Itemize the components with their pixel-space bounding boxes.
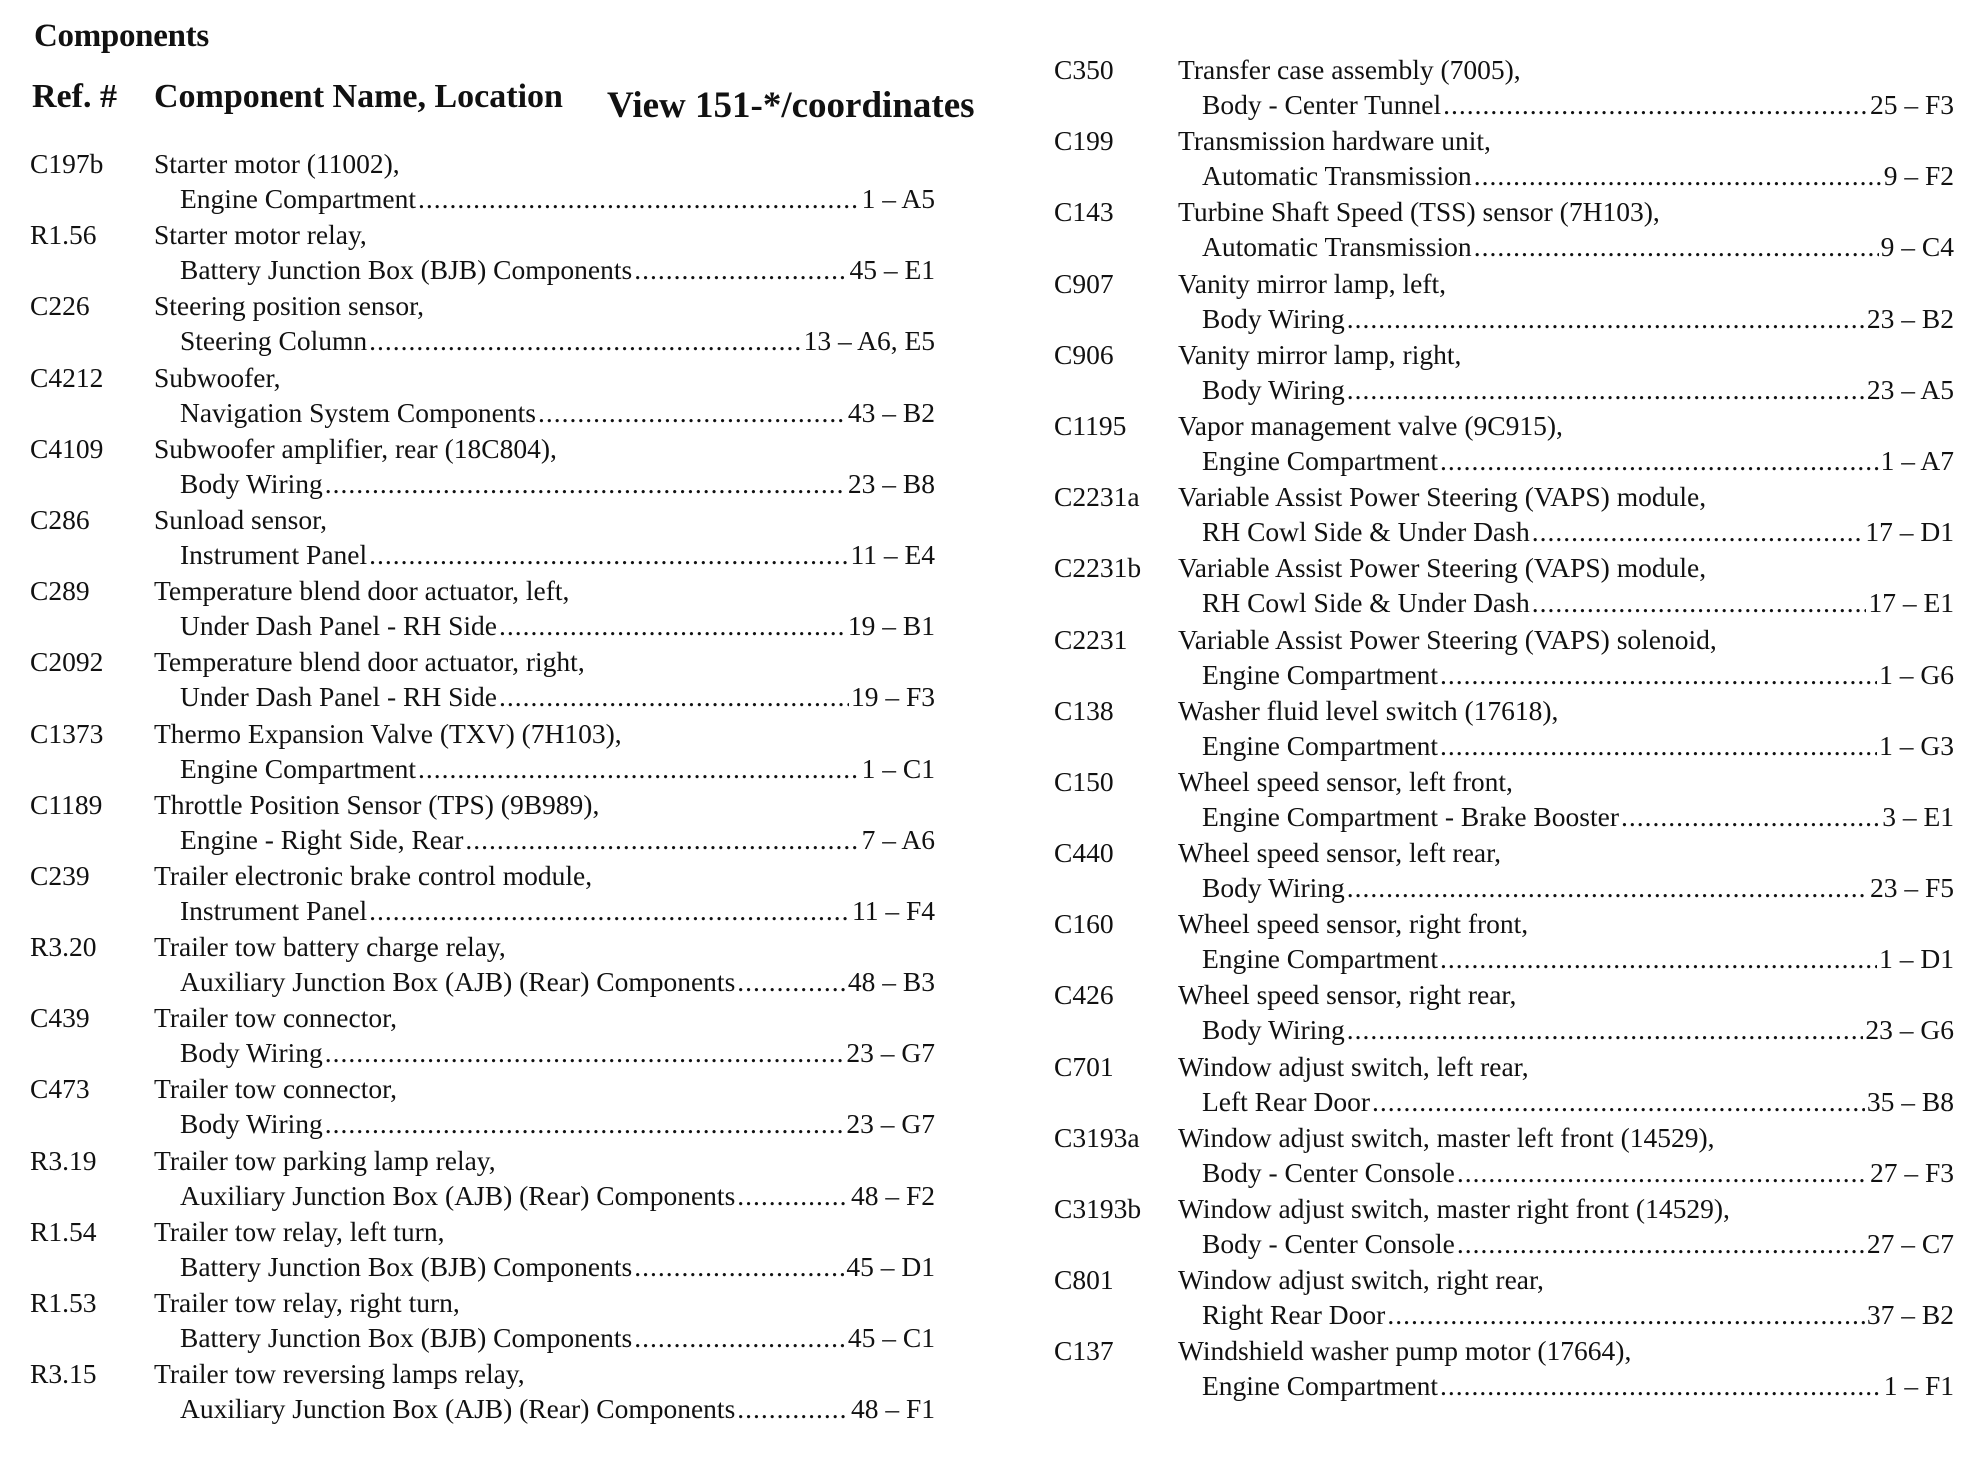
component-entry bbox=[1054, 123, 1954, 194]
location-line bbox=[180, 822, 935, 857]
dot-leader bbox=[1443, 87, 1868, 122]
dot-leader bbox=[737, 1178, 849, 1213]
component-name: Throttle Position Sensor (TPS) (9B989), bbox=[154, 788, 600, 820]
location-line bbox=[180, 751, 935, 786]
ref-number: C907 bbox=[1054, 267, 1114, 299]
component-name: Variable Assist Power Steering (VAPS) solenoid, bbox=[1178, 623, 1717, 655]
view-coordinates: 9 – F2 bbox=[1883, 160, 1954, 192]
view-coordinates: 43 – B2 bbox=[847, 396, 935, 428]
dot-leader bbox=[325, 466, 846, 501]
location-line bbox=[180, 537, 935, 572]
ref-number: C440 bbox=[1054, 837, 1114, 869]
component-entry bbox=[1054, 622, 1954, 693]
location-line bbox=[1202, 870, 1954, 905]
component-name: Trailer tow connector, bbox=[154, 1073, 398, 1105]
component-entry bbox=[1054, 1191, 1954, 1262]
view-coordinates: 1 – D1 bbox=[1879, 943, 1954, 975]
view-coordinates: 1 – A5 bbox=[861, 183, 935, 214]
dot-leader bbox=[1440, 728, 1877, 763]
view-coordinates: 37 – B2 bbox=[1866, 1299, 1954, 1331]
component-name: Washer fluid level switch (17618), bbox=[1178, 694, 1559, 726]
location-line bbox=[180, 1106, 935, 1141]
ref-number: C426 bbox=[1054, 979, 1114, 1011]
location-line bbox=[1202, 1297, 1954, 1332]
view-coordinates: 25 – F3 bbox=[1869, 89, 1954, 120]
ref-number: R1.54 bbox=[30, 1215, 97, 1247]
dot-leader bbox=[634, 1320, 846, 1355]
ref-number: C906 bbox=[1054, 338, 1114, 370]
location-line bbox=[180, 1035, 935, 1070]
component-entry bbox=[30, 1214, 935, 1285]
component-entry bbox=[1054, 1120, 1954, 1191]
view-coordinates: 48 – F2 bbox=[850, 1179, 935, 1211]
component-entry bbox=[1054, 52, 1954, 123]
header-component-name: Component Name, Location bbox=[154, 78, 563, 115]
location-line bbox=[180, 1249, 935, 1284]
ref-number: R3.19 bbox=[30, 1144, 97, 1176]
component-location: Steering Column bbox=[180, 325, 368, 357]
location-line bbox=[180, 964, 935, 999]
component-name: Sunload sensor, bbox=[154, 503, 328, 535]
view-coordinates: 23 – F5 bbox=[1869, 872, 1954, 904]
component-name: Variable Assist Power Steering (VAPS) module, bbox=[1178, 481, 1707, 513]
component-entry bbox=[30, 288, 935, 359]
page-title: Components bbox=[34, 18, 209, 54]
view-coordinates: 23 – A5 bbox=[1866, 373, 1954, 405]
ref-number: C289 bbox=[30, 575, 90, 607]
component-location: Engine Compartment bbox=[1202, 658, 1438, 690]
ref-number: C801 bbox=[1054, 1264, 1114, 1296]
location-line bbox=[1202, 728, 1954, 763]
component-location: Automatic Transmission bbox=[1202, 231, 1472, 263]
view-coordinates: 23 – B8 bbox=[847, 467, 935, 499]
ref-number: C4212 bbox=[30, 361, 104, 393]
component-entry bbox=[30, 217, 935, 288]
component-location: Engine - Right Side, Rear bbox=[180, 823, 464, 855]
location-line bbox=[1202, 941, 1954, 976]
dot-leader bbox=[1474, 158, 1882, 193]
view-coordinates: 13 – A6, E5 bbox=[803, 325, 935, 357]
header-ref: Ref. # bbox=[32, 78, 117, 115]
view-coordinates: 45 – D1 bbox=[846, 1250, 935, 1282]
ref-number: C2231b bbox=[1054, 552, 1142, 584]
component-entry bbox=[30, 787, 935, 858]
component-name: Trailer tow parking lamp relay, bbox=[154, 1144, 496, 1176]
component-name: Transfer case assembly (7005), bbox=[1178, 54, 1521, 85]
view-coordinates: 17 – E1 bbox=[1868, 587, 1954, 619]
ref-number: C1373 bbox=[30, 717, 104, 749]
dot-leader bbox=[737, 964, 846, 999]
ref-number: C239 bbox=[30, 859, 90, 891]
view-coordinates: 48 – F1 bbox=[850, 1393, 935, 1425]
component-location: Auxiliary Junction Box (AJB) (Rear) Components bbox=[180, 1179, 736, 1211]
component-entry bbox=[30, 644, 935, 715]
component-name: Trailer tow relay, left turn, bbox=[154, 1215, 445, 1247]
component-location: Engine Compartment bbox=[1202, 943, 1438, 975]
component-name: Trailer tow reversing lamps relay, bbox=[154, 1358, 525, 1390]
component-name: Trailer tow relay, right turn, bbox=[154, 1287, 460, 1318]
component-location: Engine Compartment bbox=[1202, 729, 1438, 761]
column-headers bbox=[32, 78, 1002, 128]
ref-number: C138 bbox=[1054, 694, 1114, 726]
location-line bbox=[1202, 514, 1954, 549]
dot-leader bbox=[1440, 941, 1877, 976]
view-coordinates: 23 – G6 bbox=[1865, 1014, 1954, 1046]
view-coordinates: 27 – F3 bbox=[1869, 1156, 1954, 1188]
location-line bbox=[1202, 1012, 1954, 1047]
ref-number: C1195 bbox=[1054, 409, 1127, 441]
component-entry bbox=[1054, 1333, 1954, 1404]
ref-number: R3.20 bbox=[30, 931, 97, 963]
component-name: Wheel speed sensor, right front, bbox=[1178, 908, 1529, 940]
component-entry bbox=[30, 858, 935, 929]
component-entry bbox=[30, 1000, 935, 1071]
component-location: Instrument Panel bbox=[180, 538, 368, 570]
right-column-list bbox=[1054, 52, 1954, 1405]
component-location: Automatic Transmission bbox=[1202, 160, 1472, 192]
dot-leader bbox=[1440, 443, 1879, 478]
view-coordinates: 19 – B1 bbox=[847, 610, 935, 642]
view-coordinates: 1 – C1 bbox=[861, 752, 935, 784]
location-line bbox=[180, 395, 935, 430]
ref-number: C226 bbox=[30, 290, 90, 322]
component-name: Window adjust switch, left rear, bbox=[1178, 1050, 1529, 1082]
component-name: Trailer electronic brake control module, bbox=[154, 859, 593, 891]
ref-number: C3193a bbox=[1054, 1121, 1140, 1153]
component-location: Body Wiring bbox=[1202, 302, 1345, 334]
view-coordinates: 45 – E1 bbox=[849, 254, 935, 286]
component-entry bbox=[1054, 835, 1954, 906]
component-name: Vanity mirror lamp, left, bbox=[1178, 267, 1447, 299]
component-location: Body Wiring bbox=[180, 1108, 323, 1140]
ref-number: C2092 bbox=[30, 646, 104, 678]
component-name: Steering position sensor, bbox=[154, 290, 425, 322]
view-coordinates: 45 – C1 bbox=[847, 1322, 935, 1353]
component-name: Windshield washer pump motor (17664), bbox=[1178, 1335, 1632, 1367]
component-entry bbox=[30, 146, 935, 217]
component-entry bbox=[30, 1071, 935, 1142]
component-location: RH Cowl Side & Under Dash bbox=[1202, 516, 1530, 548]
view-coordinates: 23 – G7 bbox=[846, 1108, 935, 1140]
location-line bbox=[180, 893, 935, 928]
ref-number: C197b bbox=[30, 148, 104, 179]
dot-leader bbox=[418, 181, 860, 216]
component-name: Starter motor (11002), bbox=[154, 148, 400, 179]
ref-number: R1.53 bbox=[30, 1287, 97, 1318]
component-location: Body Wiring bbox=[1202, 1014, 1345, 1046]
left-column-list bbox=[30, 146, 935, 1427]
component-location: Engine Compartment bbox=[1202, 444, 1438, 476]
component-entry bbox=[1054, 408, 1954, 479]
view-coordinates: 17 – D1 bbox=[1865, 516, 1954, 548]
component-name: Vapor management valve (9C915), bbox=[1178, 409, 1563, 441]
component-name: Wheel speed sensor, left rear, bbox=[1178, 837, 1502, 869]
dot-leader bbox=[369, 537, 848, 572]
component-location: Body - Center Tunnel bbox=[1202, 89, 1442, 120]
ref-number: R3.15 bbox=[30, 1358, 97, 1390]
component-location: Body - Center Console bbox=[1202, 1156, 1455, 1188]
location-line bbox=[1202, 799, 1954, 834]
component-entry bbox=[30, 431, 935, 502]
header-view-coordinates: View 151-*/coordinates bbox=[607, 85, 975, 126]
component-name: Trailer tow connector, bbox=[154, 1002, 398, 1034]
view-coordinates: 48 – B3 bbox=[847, 966, 935, 998]
dot-leader bbox=[1457, 1155, 1868, 1190]
component-entry bbox=[1054, 693, 1954, 764]
component-location: Under Dash Panel - RH Side bbox=[180, 610, 497, 642]
dot-leader bbox=[1621, 799, 1880, 834]
ref-number: C160 bbox=[1054, 908, 1114, 940]
component-entry bbox=[30, 360, 935, 431]
component-entry bbox=[1054, 266, 1954, 337]
component-location: Engine Compartment bbox=[180, 183, 416, 214]
view-coordinates: 7 – A6 bbox=[861, 823, 935, 855]
dot-leader bbox=[325, 1035, 845, 1070]
component-entry bbox=[30, 929, 935, 1000]
location-line bbox=[1202, 1226, 1954, 1261]
dot-leader bbox=[418, 751, 860, 786]
component-name: Temperature blend door actuator, left, bbox=[154, 575, 570, 607]
component-entry bbox=[1054, 1049, 1954, 1120]
ref-number: R1.56 bbox=[30, 219, 97, 251]
dot-leader bbox=[1532, 585, 1867, 620]
ref-number: C2231a bbox=[1054, 481, 1140, 513]
component-entry bbox=[30, 716, 935, 787]
view-coordinates: 9 – C4 bbox=[1880, 231, 1954, 263]
dot-leader bbox=[1387, 1297, 1865, 1332]
component-location: Left Rear Door bbox=[1202, 1085, 1370, 1117]
component-entry bbox=[1054, 977, 1954, 1048]
dot-leader bbox=[465, 822, 859, 857]
component-name: Window adjust switch, master left front (14529), bbox=[1178, 1121, 1715, 1153]
component-location: Instrument Panel bbox=[180, 894, 368, 926]
location-line bbox=[1202, 301, 1954, 336]
dot-leader bbox=[1372, 1084, 1865, 1119]
location-line bbox=[1202, 1155, 1954, 1190]
location-line bbox=[180, 252, 935, 287]
dot-leader bbox=[1347, 870, 1868, 905]
component-location: Under Dash Panel - RH Side bbox=[180, 681, 497, 713]
location-line bbox=[1202, 1084, 1954, 1119]
location-line bbox=[180, 466, 935, 501]
component-location: Body Wiring bbox=[180, 1037, 323, 1069]
component-name: Transmission hardware unit, bbox=[1178, 125, 1491, 157]
component-name: Wheel speed sensor, right rear, bbox=[1178, 979, 1517, 1011]
component-location: Battery Junction Box (BJB) Components bbox=[180, 1250, 633, 1282]
location-line bbox=[180, 1320, 935, 1355]
component-location: Auxiliary Junction Box (AJB) (Rear) Components bbox=[180, 966, 736, 998]
dot-leader bbox=[737, 1391, 849, 1426]
component-entry bbox=[1054, 194, 1954, 265]
view-coordinates: 23 – B2 bbox=[1866, 302, 1954, 334]
view-coordinates: 1 – G3 bbox=[1879, 729, 1954, 761]
component-location: Engine Compartment bbox=[180, 752, 416, 784]
component-location: Body Wiring bbox=[180, 467, 323, 499]
component-entry bbox=[1054, 550, 1954, 621]
dot-leader bbox=[634, 252, 847, 287]
ref-number: C1189 bbox=[30, 788, 103, 820]
component-entry bbox=[30, 573, 935, 644]
component-entry bbox=[1054, 1262, 1954, 1333]
view-coordinates: 23 – G7 bbox=[846, 1037, 935, 1069]
component-entry bbox=[30, 502, 935, 573]
dot-leader bbox=[499, 679, 849, 714]
component-name: Starter motor relay, bbox=[154, 219, 367, 251]
component-name: Subwoofer amplifier, rear (18C804), bbox=[154, 432, 557, 464]
ref-number: C350 bbox=[1054, 54, 1114, 85]
dot-leader bbox=[634, 1249, 844, 1284]
location-line bbox=[180, 1391, 935, 1426]
dot-leader bbox=[1440, 1368, 1882, 1403]
location-line bbox=[1202, 87, 1954, 122]
dot-leader bbox=[1440, 657, 1877, 692]
component-name: Vanity mirror lamp, right, bbox=[1178, 338, 1462, 370]
view-coordinates: 3 – E1 bbox=[1882, 800, 1954, 832]
location-line bbox=[1202, 657, 1954, 692]
ref-number: C143 bbox=[1054, 196, 1114, 228]
ref-number: C286 bbox=[30, 503, 90, 535]
location-line bbox=[180, 679, 935, 714]
ref-number: C4109 bbox=[30, 432, 104, 464]
location-line bbox=[180, 1178, 935, 1213]
location-line bbox=[1202, 229, 1954, 264]
location-line bbox=[1202, 443, 1954, 478]
component-entry bbox=[30, 1143, 935, 1214]
dot-leader bbox=[1347, 301, 1865, 336]
dot-leader bbox=[499, 608, 846, 643]
dot-leader bbox=[1347, 372, 1865, 407]
component-name: Temperature blend door actuator, right, bbox=[154, 646, 585, 678]
component-name: Window adjust switch, right rear, bbox=[1178, 1264, 1544, 1296]
component-location: Body Wiring bbox=[1202, 373, 1345, 405]
dot-leader bbox=[538, 395, 846, 430]
dot-leader bbox=[1457, 1226, 1865, 1261]
component-name: Subwoofer, bbox=[154, 361, 281, 393]
component-name: Variable Assist Power Steering (VAPS) module, bbox=[1178, 552, 1707, 584]
component-entry bbox=[1054, 337, 1954, 408]
view-coordinates: 1 – A7 bbox=[1880, 444, 1954, 476]
location-line bbox=[180, 323, 935, 358]
ref-number: C3193b bbox=[1054, 1193, 1142, 1224]
ref-number: C137 bbox=[1054, 1335, 1114, 1367]
ref-number: C150 bbox=[1054, 765, 1114, 797]
component-location: Engine Compartment bbox=[1202, 1370, 1438, 1402]
location-line bbox=[1202, 372, 1954, 407]
component-location: Auxiliary Junction Box (AJB) (Rear) Components bbox=[180, 1393, 736, 1425]
view-coordinates: 11 – E4 bbox=[850, 538, 935, 570]
dot-leader bbox=[369, 323, 801, 358]
component-location: RH Cowl Side & Under Dash bbox=[1202, 587, 1530, 619]
location-line bbox=[1202, 1368, 1954, 1403]
component-entry bbox=[1054, 764, 1954, 835]
view-coordinates: 11 – F4 bbox=[851, 894, 935, 926]
location-line bbox=[180, 181, 935, 216]
location-line bbox=[1202, 158, 1954, 193]
component-name: Window adjust switch, master right front (14529), bbox=[1178, 1193, 1730, 1224]
ref-number: C473 bbox=[30, 1073, 90, 1105]
component-location: Right Rear Door bbox=[1202, 1299, 1386, 1331]
view-coordinates: 27 – C7 bbox=[1866, 1228, 1954, 1259]
location-line bbox=[1202, 585, 1954, 620]
ref-number: C701 bbox=[1054, 1050, 1114, 1082]
component-location: Body - Center Console bbox=[1202, 1228, 1455, 1259]
component-entry bbox=[1054, 906, 1954, 977]
dot-leader bbox=[369, 893, 850, 928]
component-name: Turbine Shaft Speed (TSS) sensor (7H103), bbox=[1178, 196, 1660, 228]
component-location: Battery Junction Box (BJB) Components bbox=[180, 1322, 633, 1353]
component-location: Battery Junction Box (BJB) Components bbox=[180, 254, 633, 286]
view-coordinates: 1 – G6 bbox=[1879, 658, 1954, 690]
dot-leader bbox=[1474, 229, 1879, 264]
view-coordinates: 1 – F1 bbox=[1883, 1370, 1954, 1402]
location-line bbox=[180, 608, 935, 643]
view-coordinates: 19 – F3 bbox=[850, 681, 935, 713]
component-name: Trailer tow battery charge relay, bbox=[154, 931, 506, 963]
ref-number: C199 bbox=[1054, 125, 1114, 157]
component-location: Navigation System Components bbox=[180, 396, 536, 428]
dot-leader bbox=[1532, 514, 1864, 549]
ref-number: C2231 bbox=[1054, 623, 1128, 655]
component-entry bbox=[1054, 479, 1954, 550]
component-location: Engine Compartment - Brake Booster bbox=[1202, 800, 1619, 832]
component-entry bbox=[30, 1356, 935, 1427]
component-name: Thermo Expansion Valve (TXV) (7H103), bbox=[154, 717, 622, 749]
dot-leader bbox=[1347, 1012, 1864, 1047]
view-coordinates: 35 – B8 bbox=[1866, 1085, 1954, 1117]
component-entry bbox=[30, 1285, 935, 1356]
component-name: Wheel speed sensor, left front, bbox=[1178, 765, 1513, 797]
component-location: Body Wiring bbox=[1202, 872, 1345, 904]
ref-number: C439 bbox=[30, 1002, 90, 1034]
dot-leader bbox=[325, 1106, 845, 1141]
